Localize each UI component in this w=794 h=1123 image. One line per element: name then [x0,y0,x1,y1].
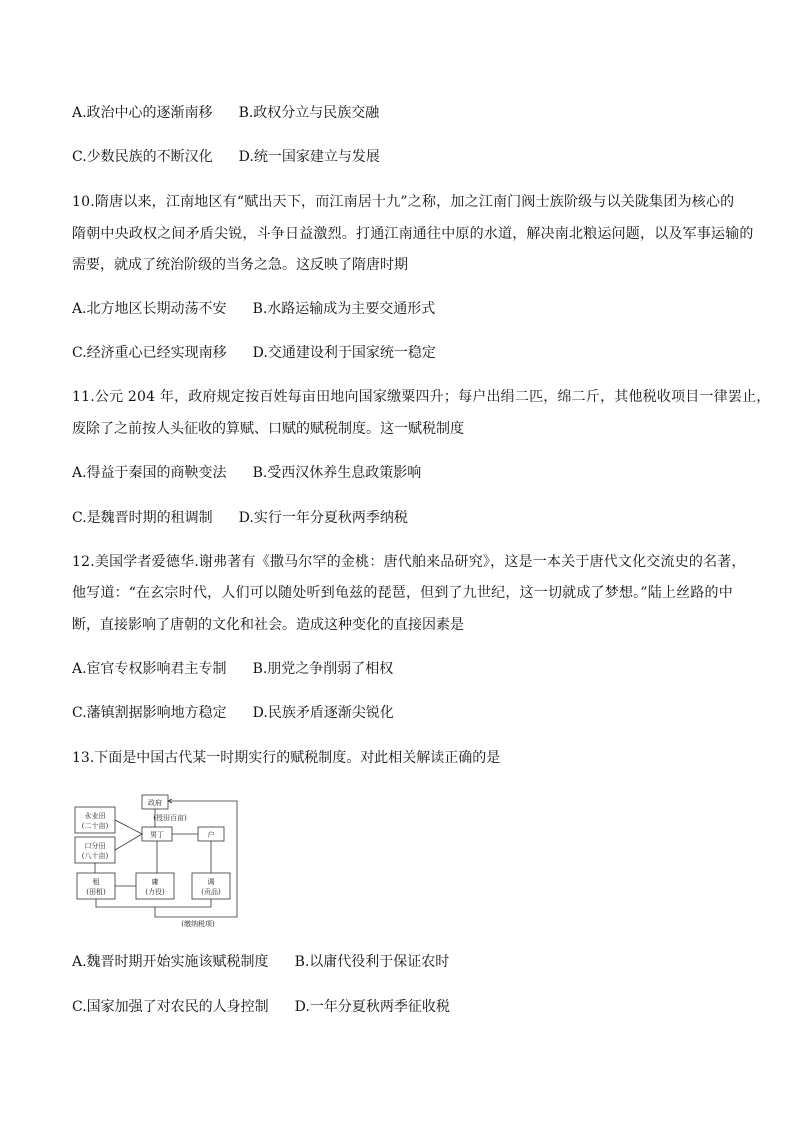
q11-options-row-2 [72,508,408,528]
q10-option-b: B.水路运输成为主要交通形式 [252,301,436,317]
pay-tax-label: (缴纳税项) [181,920,215,928]
male-label: 男丁 [150,831,164,839]
q13-stem-line-1: 13.下面是中国古代某一时期实行的赋税制度。对此相关解读正确的是 [72,750,501,766]
q10-stem-line-1: 10.隋唐以来，江南地区有“赋出天下，而江南居十九”之称，加之江南门阀士族阶级与以关陇集团为核心的 [72,194,735,210]
q9-option-b: B.政权分立与民族交融 [238,105,380,121]
zu-desc: (田租) [86,888,106,896]
yong-label: 庸 [151,878,159,886]
q12-stem-line-3: 断，直接影响了唐朝的文化和社会。造成这种变化的直接因素是 [72,617,464,633]
yong-desc: (力役) [145,888,165,896]
q13-option-c: C.国家加强了对农民的人身控制 [72,999,269,1015]
government-label: 政府 [148,799,162,807]
q10-options-row-1 [72,299,435,319]
yongye-to-male-line [115,820,142,834]
zu-label: 租 [92,878,100,886]
tax-system-diagram [72,793,252,933]
q12-options-row-1 [72,659,393,679]
q13-options-row-2 [72,997,450,1017]
q12-option-c: C.藩镇割据影响地方稳定 [72,705,227,721]
q13-options-row-1 [72,952,449,972]
yongye-field-label: 永业田 [84,812,106,820]
q11-option-c: C.是魏晋时期的租调制 [72,510,213,526]
diao-desc: (贡品) [201,888,221,896]
q10-options-row-2 [72,343,436,363]
q11-option-d: D.实行一年分夏秋两季纳税 [238,510,408,526]
q11-stem-line-1: 11.公元 204 年，政府规定按百姓每亩田地向国家缴粟四升；每户出绢二匹，绵二斤，其他税收项目一律罢止， [72,389,771,405]
q11-options-row-1 [72,463,421,483]
koufen-field-size: (八十亩) [81,852,109,860]
q10-stem-line-3: 需要，就成了统治阶级的当务之急。这反映了隋唐时期 [72,257,408,273]
q10-option-c: C.经济重心已经实现南移 [72,345,227,361]
q9-option-d: D.统一国家建立与发展 [238,149,380,165]
q11-option-a: A.得益于秦国的商鞅变法 [72,465,227,481]
q11-option-b: B.受西汉休养生息政策影响 [252,465,422,481]
diao-label: 调 [207,878,215,886]
q9-options-row-1 [72,103,379,123]
grant-label: (授田百亩) [153,814,187,822]
q10-option-d: D.交通建设利于国家统一稳定 [252,345,436,361]
q13-option-a: A.魏晋时期开始实施该赋税制度 [72,954,269,970]
household-label: 户 [207,831,215,839]
q12-stem-line-2: 他写道：“在玄宗时代，人们可以随处听到龟兹的琵琶，但到了九世纪，这一切就成了梦想。”陆上丝路的中 [72,585,733,601]
q9-option-a: A.政治中心的逐渐南移 [72,105,213,121]
q10-stem-line-2: 隋朝中央政权之间矛盾尖锐，斗争日益激烈。打通江南通往中原的水道，解决南北粮运问题，以及军事运输的 [72,226,754,242]
koufen-field-label: 口分田 [84,842,106,850]
q12-options-row-2 [72,703,394,723]
koufen-to-male-line [115,834,142,850]
q13-option-d: D.一年分夏秋两季征收税 [294,999,450,1015]
q10-option-a: A.北方地区长期动荡不安 [72,301,227,317]
q9-option-c: C.少数民族的不断汉化 [72,149,213,165]
bottom-link-line [96,899,211,907]
q9-options-row-2 [72,147,380,167]
q12-option-b: B.朋党之争削弱了相权 [252,661,394,677]
q11-stem-line-2: 废除了之前按人头征收的算赋、口赋的赋税制度。这一赋税制度 [72,421,464,437]
q12-option-a: A.宦官专权影响君主专制 [72,661,227,677]
q13-option-b: B.以庸代役利于保证农时 [294,954,450,970]
yongye-field-size: (二十亩) [81,822,109,830]
q12-option-d: D.民族矛盾逐渐尖锐化 [252,705,394,721]
q12-stem-line-1: 12.美国学者爱德华.谢弗著有《撒马尔罕的金桃：唐代舶来品研究》，这是一本关于唐代文化交流史的名著， [72,554,746,570]
